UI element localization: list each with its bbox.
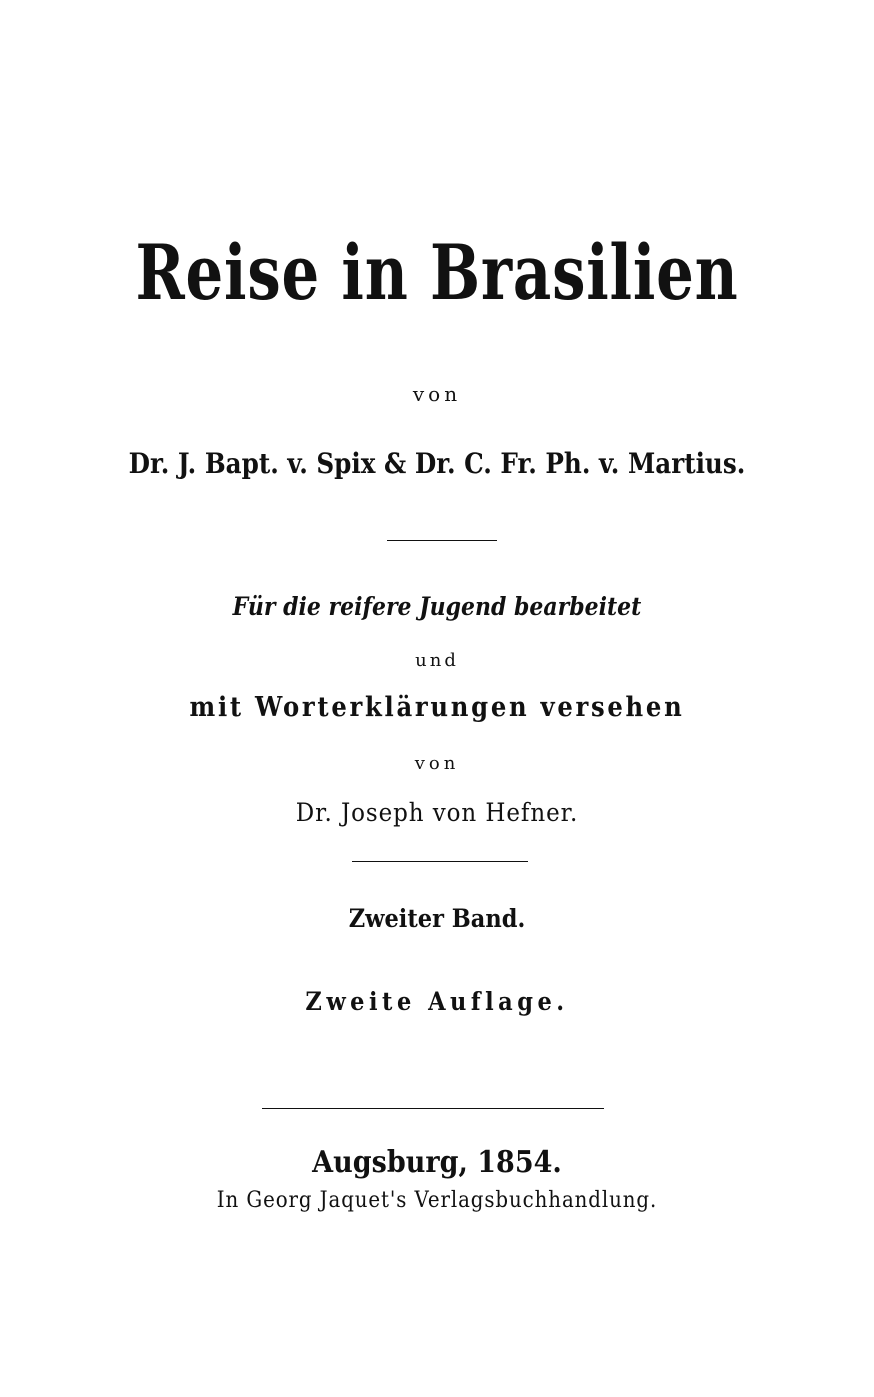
divider-rule-3 bbox=[262, 1108, 604, 1109]
divider-rule-1 bbox=[387, 540, 497, 541]
dedication-line: Für die reifere Jugend bearbeitet bbox=[232, 592, 642, 621]
book-title: Reise in Brasilien bbox=[135, 228, 739, 317]
authors-line: Dr. J. Bapt. v. Spix & Dr. C. Fr. Ph. v. Martius. bbox=[128, 447, 746, 480]
by-line-2: von bbox=[414, 753, 460, 774]
by-line-1: von bbox=[412, 382, 462, 406]
place-year-line: Augsburg, 1854. bbox=[312, 1145, 562, 1180]
volume-line: Zweiter Band. bbox=[348, 904, 526, 933]
edition-line: Zweite Auflage. bbox=[305, 987, 569, 1016]
annotation-line: mit Worterklärungen versehen bbox=[189, 692, 685, 723]
divider-rule-2 bbox=[352, 861, 528, 862]
editor-line: Dr. Joseph von Hefner. bbox=[295, 798, 579, 827]
conjunction-line: und bbox=[415, 650, 459, 671]
publisher-line: In Georg Jaquet's Verlagsbuchhandlung. bbox=[216, 1188, 658, 1213]
